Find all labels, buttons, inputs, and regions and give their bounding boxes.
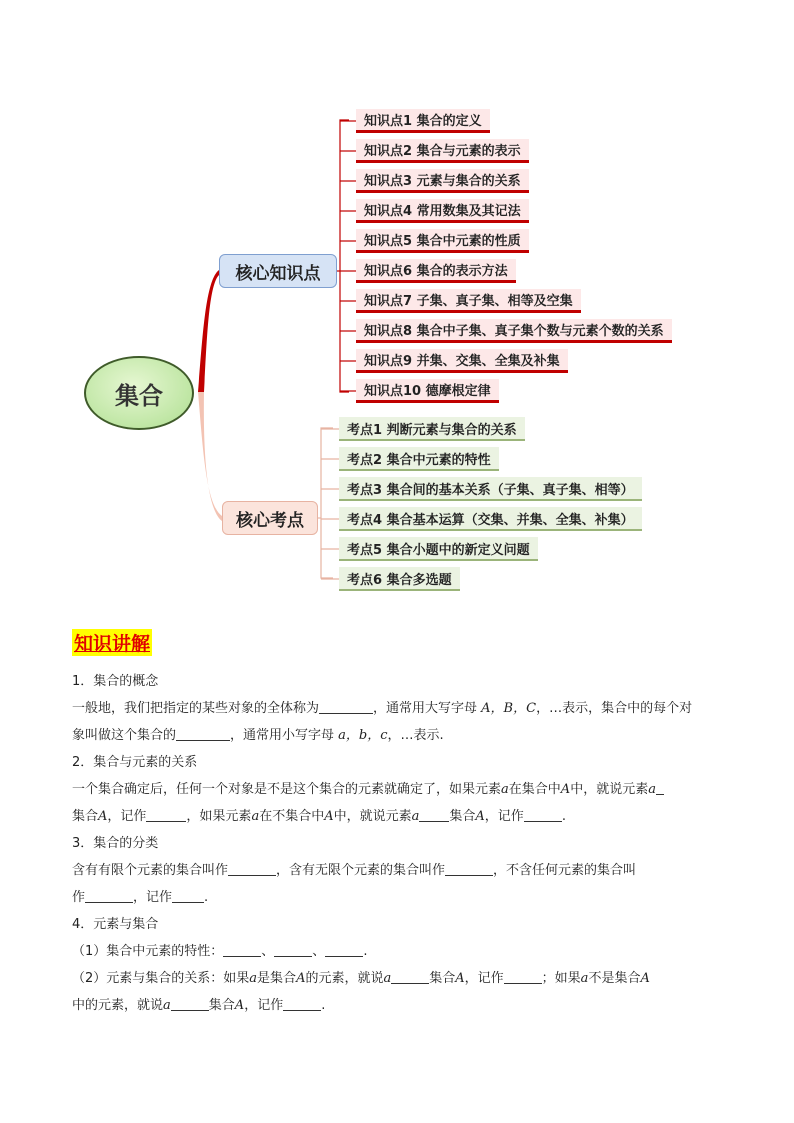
knowledge-item: 知识点10 德摩根定律	[356, 379, 499, 403]
text: 、	[261, 944, 275, 959]
exam-item: 考点5 集合小题中的新定义问题	[339, 537, 538, 561]
text: 、	[312, 944, 326, 959]
fill-blank	[445, 861, 493, 876]
text: （1）集合中元素的特性：	[72, 944, 224, 959]
fill-blank	[319, 699, 373, 714]
text: ，通常用大写字母	[373, 701, 478, 716]
text: 集合	[208, 998, 235, 1013]
text: ，记作	[107, 809, 147, 824]
math-text: A	[324, 809, 334, 824]
text: ，记作	[464, 971, 504, 986]
text: ；如果	[541, 971, 581, 986]
knowledge-bracket	[340, 120, 349, 392]
math-text: a	[251, 809, 260, 824]
math-text: A	[455, 971, 465, 986]
text: ，…表示，集合中的每个对	[536, 701, 693, 716]
root-node	[84, 356, 194, 430]
math-text: A	[475, 809, 485, 824]
exam-ticks	[321, 429, 339, 579]
text: 是集合	[257, 971, 297, 986]
fill-blank	[656, 780, 664, 795]
exam-item: 考点4 集合基本运算（交集、并集、全集、补集）	[339, 507, 642, 531]
fill-blank	[176, 726, 230, 741]
math-text: A	[640, 971, 650, 986]
branch-core-knowledge	[219, 254, 337, 288]
exam-item: 考点6 集合多选题	[339, 567, 460, 591]
math-text: a，b，c	[338, 728, 388, 743]
heading-element-set: 4．元素与集合	[72, 917, 159, 932]
text: ，记作	[133, 890, 173, 905]
math-text: A	[234, 998, 245, 1013]
text: 的元素，就说	[305, 971, 384, 986]
paragraph-line	[72, 938, 732, 965]
exam-item: 考点3 集合间的基本关系（子集、真子集、相等）	[339, 477, 642, 501]
text: 在不集合中	[259, 809, 325, 824]
fill-blank	[419, 807, 449, 822]
text: 象叫做这个集合的	[72, 728, 177, 743]
text: 在集合中	[508, 782, 561, 797]
heading-concept: 1．集合的概念	[72, 674, 159, 689]
heading-classification: 3．集合的分类	[72, 836, 159, 851]
paragraph-line	[72, 722, 732, 749]
fill-blank	[171, 996, 209, 1011]
fill-blank	[274, 942, 312, 957]
fill-blank	[524, 807, 562, 822]
text: 中，就说元素	[333, 809, 412, 824]
text: ，含有无限个元素的集合叫作	[276, 863, 446, 878]
text: ，记作	[484, 809, 524, 824]
exam-bracket	[321, 428, 333, 578]
text: 作	[72, 890, 86, 905]
fill-blank	[146, 807, 186, 822]
math-text: a	[383, 971, 392, 986]
math-text: a	[580, 971, 589, 986]
text: .	[321, 998, 326, 1013]
fill-blank	[391, 969, 429, 984]
heading-relation: 2．集合与元素的关系	[72, 755, 198, 770]
math-text: A，B，C	[481, 701, 537, 716]
fill-blank	[172, 888, 204, 903]
text: .	[204, 890, 209, 905]
text: ，…表示.	[387, 728, 444, 743]
paragraph-line	[72, 776, 732, 803]
exam-item: 考点1 判断元素与集合的关系	[339, 417, 525, 441]
branch-label: 核心知识点	[235, 263, 321, 284]
knowledge-item: 知识点9 并集、交集、全集及补集	[356, 349, 568, 373]
text: 一个集合确定后，任何一个对象是不是这个集合的元素就确定了，如果元素	[72, 782, 502, 797]
text: ，如果元素	[186, 809, 252, 824]
paragraph-line	[72, 695, 732, 722]
fill-blank	[223, 942, 261, 957]
text: ，通常用小写字母	[230, 728, 335, 743]
connector-root-knowledge	[198, 270, 219, 392]
knowledge-item: 知识点6 集合的表示方法	[356, 259, 516, 283]
text: 集合	[449, 809, 476, 824]
text: 含有有限个元素的集合叫作	[72, 863, 229, 878]
math-text: A	[560, 782, 571, 797]
root-label: 集合	[115, 381, 163, 410]
math-text: a	[249, 971, 258, 986]
math-text: a	[648, 782, 656, 797]
math-text: a	[501, 782, 509, 797]
fill-blank	[85, 888, 133, 903]
text: 一般地，我们把指定的某些对象的全体称为	[72, 701, 320, 716]
knowledge-item: 知识点2 集合与元素的表示	[356, 139, 529, 163]
text: .	[561, 809, 566, 824]
paragraph-line	[72, 803, 732, 830]
text: ，记作	[244, 998, 284, 1013]
knowledge-item: 知识点7 子集、真子集、相等及空集	[356, 289, 581, 313]
fill-blank	[228, 861, 276, 876]
knowledge-item: 知识点1 集合的定义	[356, 109, 490, 133]
knowledge-item: 知识点4 常用数集及其记法	[356, 199, 529, 223]
text: 不是集合	[588, 971, 641, 986]
fill-blank	[504, 969, 542, 984]
text: 中的元素，就说	[72, 998, 164, 1013]
paragraph-line	[72, 884, 732, 911]
text: （2）元素与集合的关系：如果	[72, 971, 250, 986]
knowledge-ticks	[340, 121, 356, 391]
math-text: a	[411, 809, 420, 824]
section-title: 知识讲解	[72, 629, 152, 656]
paragraph-line	[72, 857, 732, 884]
branch-label: 核心考点	[236, 510, 304, 531]
exam-item: 考点2 集合中元素的特性	[339, 447, 499, 471]
math-text: A	[296, 971, 306, 986]
text: 集合	[429, 971, 456, 986]
text: 中，就说元素	[570, 782, 649, 797]
connector-root-exam	[198, 392, 222, 521]
knowledge-item: 知识点3 元素与集合的关系	[356, 169, 529, 193]
knowledge-content	[72, 668, 732, 1019]
math-text: A	[98, 809, 108, 824]
knowledge-item: 知识点5 集合中元素的性质	[356, 229, 529, 253]
fill-blank	[283, 996, 321, 1011]
branch-core-exam	[222, 501, 318, 535]
text: .	[363, 944, 368, 959]
text: ，不含任何元素的集合叫	[493, 863, 637, 878]
fill-blank	[325, 942, 363, 957]
text: 集合	[72, 809, 99, 824]
knowledge-item: 知识点8 集合中子集、真子集个数与元素个数的关系	[356, 319, 672, 343]
paragraph-line	[72, 992, 732, 1019]
paragraph-line	[72, 965, 732, 992]
math-text: a	[163, 998, 171, 1013]
